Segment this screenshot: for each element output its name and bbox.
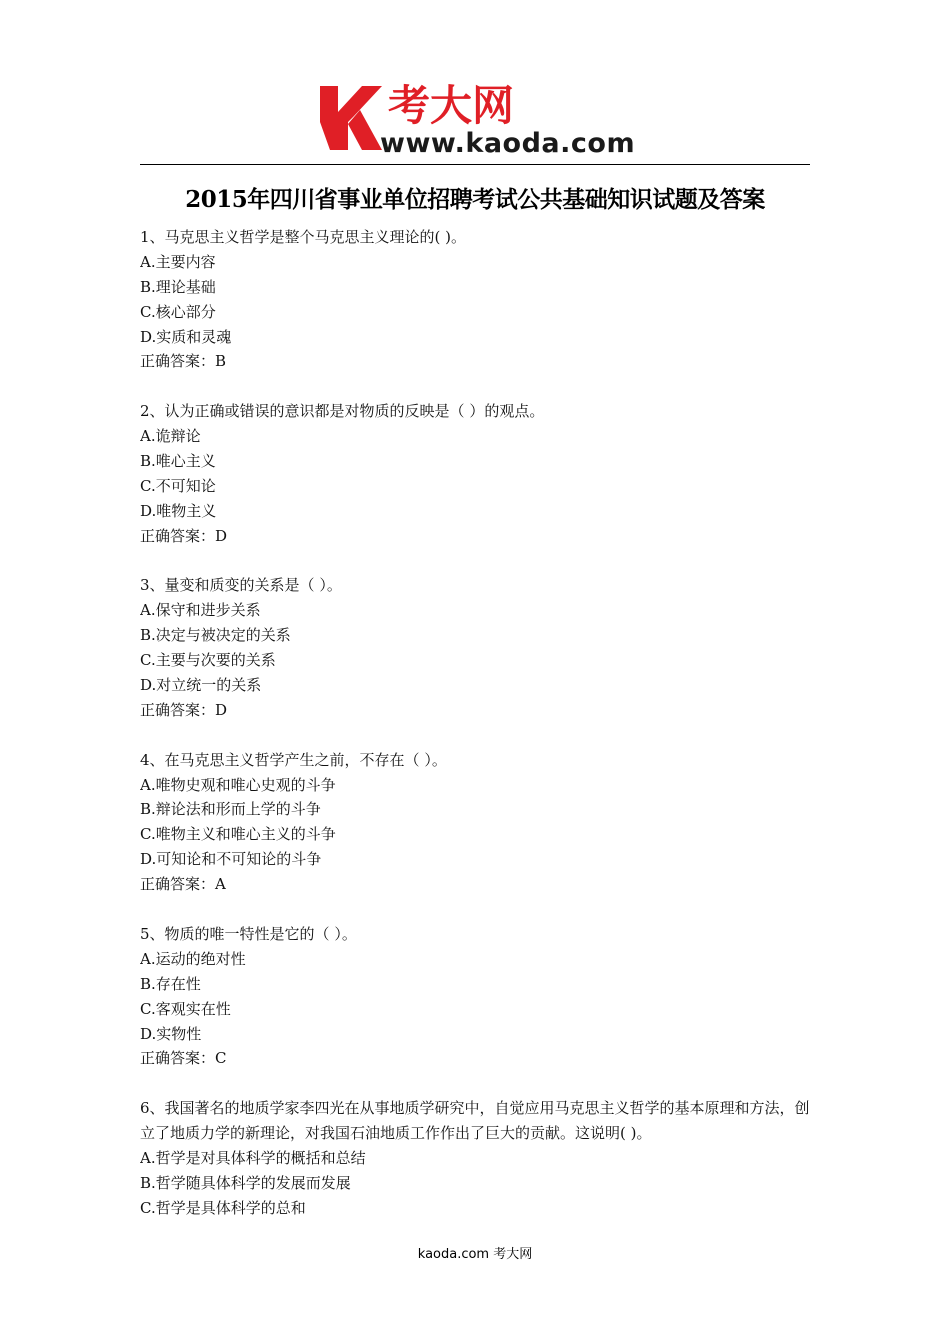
option-a: A.哲学是对具体科学的概括和总结 (140, 1148, 366, 1167)
logo-brand-text: 考大网 (388, 81, 515, 130)
question-item (140, 399, 812, 548)
option-a: A.主要内容 (140, 252, 216, 271)
option-c: C.客观实在性 (140, 999, 231, 1018)
answer-line: 正确答案：B (140, 352, 227, 371)
option-d: D.唯物主义 (140, 501, 217, 520)
option-b: B.唯心主义 (140, 452, 216, 471)
option-b: B.辩论法和形而上学的斗争 (140, 800, 321, 819)
answer-line: 正确答案：A (140, 875, 226, 894)
header-divider (140, 164, 810, 165)
question-stem: 1、马克思主义哲学是整个马克思主义理论的( )。 (140, 228, 467, 246)
option-c: C.不可知论 (140, 476, 216, 495)
answer-line: 正确答案：C (140, 1049, 227, 1068)
option-c: C.核心部分 (140, 302, 216, 321)
option-a: A.运动的绝对性 (140, 949, 246, 968)
option-c: C.唯物主义和唯心主义的斗争 (140, 825, 336, 844)
option-a: A.保守和进步关系 (140, 601, 261, 620)
option-b: B.存在性 (140, 974, 201, 993)
option-d: D.实质和灵魂 (140, 327, 232, 346)
kaoda-logo (318, 80, 638, 158)
question-item (140, 748, 812, 897)
page-title: 2015年四川省事业单位招聘考试公共基础知识试题及答案 (185, 186, 765, 213)
option-d: D.对立统一的关系 (140, 676, 262, 695)
page-footer: kaoda.com 考大网 (417, 1247, 533, 1262)
option-d: D.实物性 (140, 1024, 202, 1043)
option-a: A.诡辩论 (140, 427, 201, 446)
question-stem: 4、在马克思主义哲学产生之前，不存在（ ）。 (140, 750, 447, 769)
option-b: B.决定与被决定的关系 (140, 626, 291, 645)
question-stem: 2、认为正确或错误的意识都是对物质的反映是（ ）的观点。 (140, 402, 545, 421)
question-item (140, 573, 812, 722)
question-stem: 6、我国著名的地质学家李四光在从事地质学研究中，自觉应用马克思主义哲学的基本原理和方法，创立了地质力学的新理论，对我国石油地质工作作出了巨大的贡献。这说明( )。 (140, 1099, 810, 1143)
question-list (140, 225, 812, 1221)
option-b: B.哲学随具体科学的发展而发展 (140, 1173, 351, 1192)
question-item (140, 225, 812, 374)
question-item (140, 1096, 812, 1220)
option-b: B.理论基础 (140, 277, 216, 296)
option-c: C.主要与次要的关系 (140, 651, 276, 670)
answer-line: 正确答案：D (140, 700, 228, 719)
question-item (140, 922, 812, 1071)
question-stem: 3、量变和质变的关系是（ ）。 (140, 576, 342, 595)
option-c: C.哲学是具体科学的总和 (140, 1198, 306, 1217)
answer-line: 正确答案：D (140, 526, 228, 545)
option-d: D.可知论和不可知论的斗争 (140, 850, 322, 869)
question-stem: 5、物质的唯一特性是它的（ ）。 (140, 924, 357, 943)
option-a: A.唯物史观和唯心史观的斗争 (140, 775, 336, 794)
logo-url-text: www.kaoda.com (380, 128, 636, 158)
